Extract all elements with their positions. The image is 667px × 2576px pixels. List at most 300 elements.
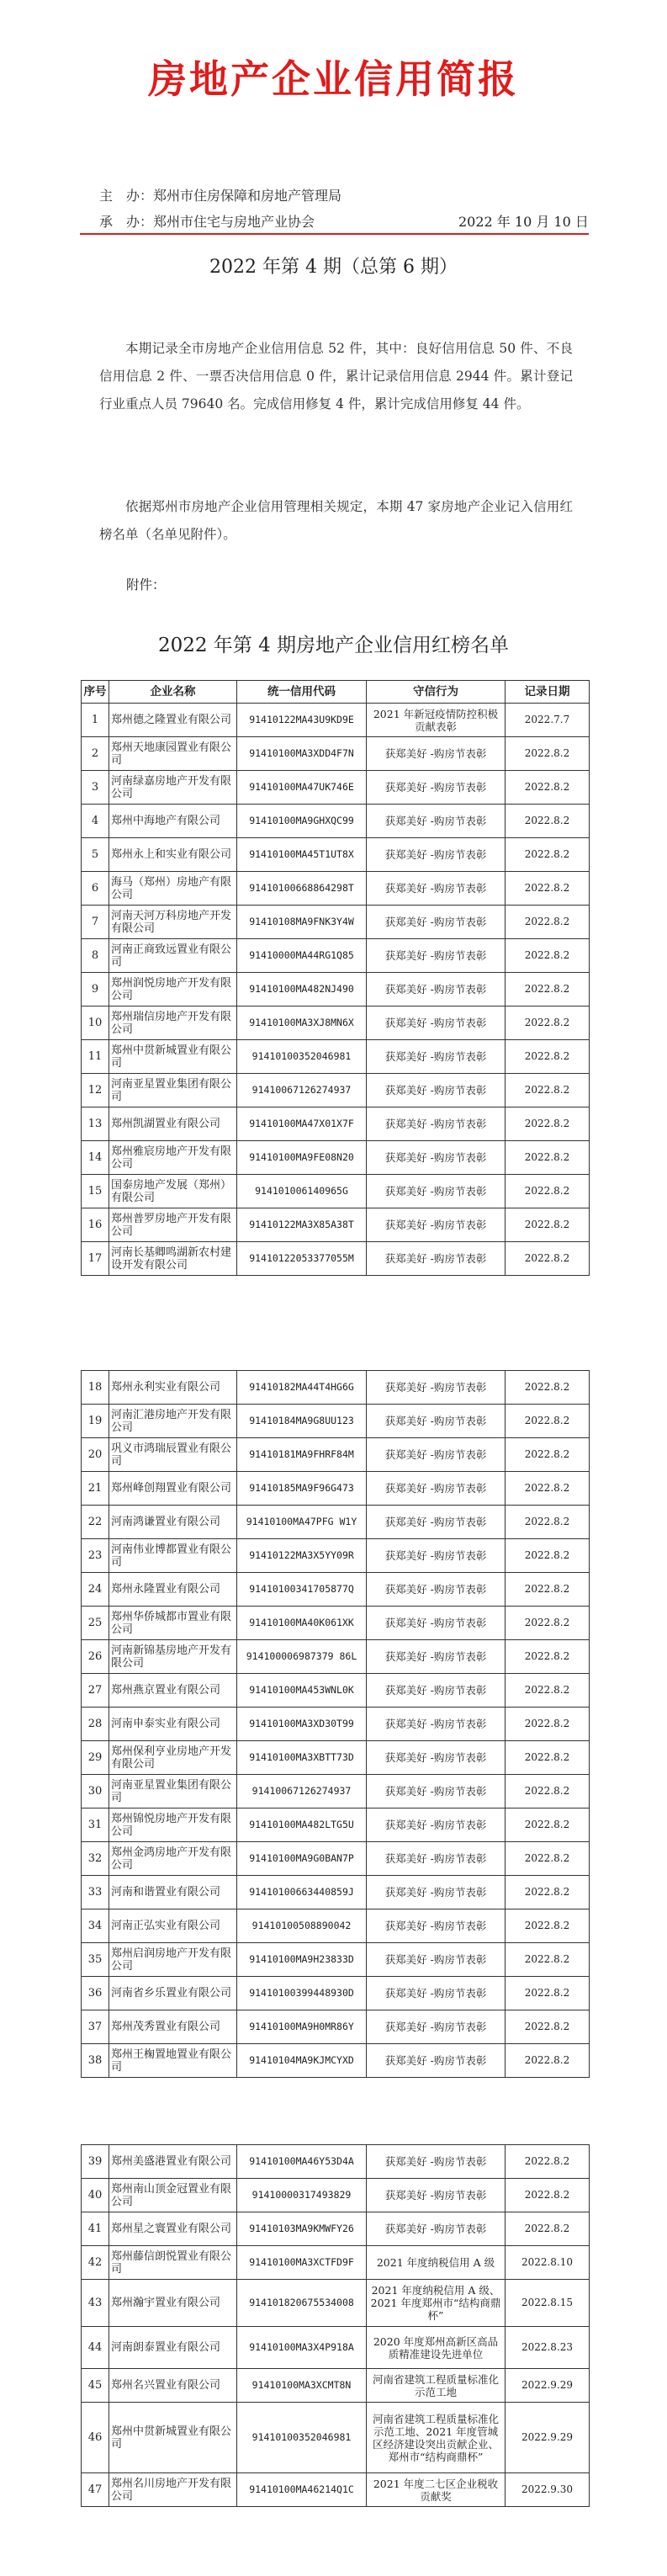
row-number: 30 — [82, 1775, 109, 1809]
table-row — [82, 1607, 590, 1640]
credit-behavior: 获郑美好 -购房节表彰 — [367, 1141, 506, 1175]
credit-behavior: 获郑美好 -购房节表彰 — [367, 872, 506, 906]
row-number: 21 — [82, 1472, 109, 1506]
credit-behavior: 获郑美好 -购房节表彰 — [367, 1242, 506, 1276]
credit-code: 914101006140965G — [237, 1175, 367, 1208]
record-date: 2022.8.2 — [506, 1708, 590, 1741]
credit-code: 91410182MA44T4HG6G — [237, 1371, 367, 1405]
row-number: 18 — [82, 1371, 109, 1405]
credit-code: 91410100MA47UK746E — [237, 771, 367, 805]
company-name: 郑州润悦房地产开发有限公司 — [109, 973, 237, 1006]
credit-code: 91410100399448930D — [237, 1977, 367, 2010]
credit-code: 91410100MA3XJ8MN6X — [237, 1006, 367, 1040]
record-date: 2022.8.2 — [506, 1775, 590, 1809]
attachment-label: 附件： — [126, 577, 166, 592]
credit-behavior: 获郑美好 -购房节表彰 — [367, 1438, 506, 1472]
record-date: 2022.8.2 — [506, 737, 590, 771]
row-number: 39 — [82, 2145, 109, 2179]
company-name: 郑州茂秀置业有限公司 — [109, 2010, 237, 2044]
table-row — [82, 2403, 590, 2473]
table-row — [82, 1175, 590, 1208]
credit-behavior: 2021 年新冠疫情防控积极贡献表彰 — [367, 704, 506, 737]
row-number: 12 — [82, 1074, 109, 1107]
record-date: 2022.7.7 — [506, 704, 590, 737]
record-date: 2022.9.29 — [506, 2369, 590, 2403]
credit-behavior: 获郑美好 -购房节表彰 — [367, 1573, 506, 1607]
credit-code: 91410100MA40K061XK — [237, 1607, 367, 1640]
row-number: 17 — [82, 1242, 109, 1276]
company-name: 郑州华侨城都市置业有限公司 — [109, 1607, 237, 1640]
column-header: 统一信用代码 — [237, 681, 367, 704]
credit-behavior: 获郑美好 -购房节表彰 — [367, 2145, 506, 2179]
credit-code: 91410067126274937 — [237, 1775, 367, 1809]
credit-code: 91410122MA3X85A38T — [237, 1208, 367, 1242]
table-row — [82, 1674, 590, 1708]
company-name: 郑州名川房地产开发有限公司 — [109, 2473, 237, 2507]
credit-code: 91410100MA46Y53D4A — [237, 2145, 367, 2179]
company-name: 郑州永利实业有限公司 — [109, 1371, 237, 1405]
record-date: 2022.8.2 — [506, 1074, 590, 1107]
record-date: 2022.8.2 — [506, 2145, 590, 2179]
row-number: 44 — [82, 2327, 109, 2369]
table-row — [82, 1842, 590, 1876]
column-header: 记录日期 — [506, 681, 590, 704]
credit-behavior: 获郑美好 -购房节表彰 — [367, 838, 506, 872]
row-number: 11 — [82, 1040, 109, 1074]
table-row — [82, 973, 590, 1006]
table-row — [82, 1107, 590, 1141]
credit-code: 91410100MA9GHXQC99 — [237, 805, 367, 838]
record-date: 2022.8.2 — [506, 1371, 590, 1405]
table-title: 2022 年第 4 期房地产企业信用红榜名单 — [157, 635, 510, 656]
table-row — [82, 2327, 590, 2369]
table-row — [82, 2473, 590, 2507]
row-number: 32 — [82, 1842, 109, 1876]
row-number: 38 — [82, 2044, 109, 2078]
credit-code: 91410122MA43U9KD9E — [237, 704, 367, 737]
company-name: 郑州藤信朗悦置业有限公司 — [109, 2246, 237, 2280]
credit-code: 91410100MA3XDD4F7N — [237, 737, 367, 771]
company-name: 河南长基卿鸣湖新农村建设开发有限公司 — [109, 1242, 237, 1276]
credit-code: 91410100352046981 — [237, 2403, 367, 2473]
column-header: 守信行为 — [367, 681, 506, 704]
company-name: 河南朗泰置业有限公司 — [109, 2327, 237, 2369]
column-header: 序号 — [82, 681, 109, 704]
row-number: 3 — [82, 771, 109, 805]
company-name: 河南绿嘉房地产开发有限公司 — [109, 771, 237, 805]
issue-number: 2022 年第 4 期（总第 6 期） — [209, 257, 458, 278]
credit-behavior: 获郑美好 -购房节表彰 — [367, 1208, 506, 1242]
credit-code: 91410100668864298T — [237, 872, 367, 906]
credit-code: 914101820675534008 — [237, 2280, 367, 2327]
table-row — [82, 1977, 590, 2010]
credit-code: 91410067126274937 — [237, 1074, 367, 1107]
company-name: 郑州永上和实业有限公司 — [109, 838, 237, 872]
credit-behavior: 2020 年度郑州高新区高品质精准建设先进单位 — [367, 2327, 506, 2369]
table-row — [82, 1438, 590, 1472]
record-date: 2022.8.2 — [506, 1175, 590, 1208]
row-number: 41 — [82, 2212, 109, 2246]
company-name: 郑州燕京置业有限公司 — [109, 1674, 237, 1708]
company-name: 海马（郑州）房地产有限公司 — [109, 872, 237, 906]
record-date: 2022.8.2 — [506, 805, 590, 838]
table-row — [82, 2145, 590, 2179]
table-row — [82, 2179, 590, 2212]
company-name: 河南正商致远置业有限公司 — [109, 939, 237, 973]
row-number: 20 — [82, 1438, 109, 1472]
record-date: 2022.8.2 — [506, 1242, 590, 1276]
row-number: 42 — [82, 2246, 109, 2280]
credit-code: 91410100352046981 — [237, 1040, 367, 1074]
credit-code: 91410100MA47PFG W1Y — [237, 1506, 367, 1539]
table-row — [82, 1775, 590, 1809]
credit-code: 91410100MA3XBTT73D — [237, 1741, 367, 1775]
row-number: 10 — [82, 1006, 109, 1040]
credit-behavior: 获郑美好 -购房节表彰 — [367, 1539, 506, 1573]
row-number: 43 — [82, 2280, 109, 2327]
credit-behavior: 获郑美好 -购房节表彰 — [367, 2044, 506, 2078]
credit-behavior: 获郑美好 -购房节表彰 — [367, 805, 506, 838]
row-number: 9 — [82, 973, 109, 1006]
row-number: 7 — [82, 906, 109, 939]
credit-behavior: 获郑美好 -购房节表彰 — [367, 1842, 506, 1876]
summary-paragraph: 本期记录全市房地产企业信用信息 52 件，其中：良好信用信息 50 件、不良信用信息 2 件、一票否决信用信息 0 件，累计记录信用信息 2944 件。累计登记行业重点人员 79640 名。完成信用修复 4 件，累计完成信用修复 44 件。 — [99, 341, 573, 412]
credit-code: 91410181MA9FHRF84M — [237, 1438, 367, 1472]
company-name: 郑州天地康园置业有限公司 — [109, 737, 237, 771]
company-name: 郑州星之寰置业有限公司 — [109, 2212, 237, 2246]
credit-code: 91410100MA3X4P918A — [237, 2327, 367, 2369]
table-row — [82, 1909, 590, 1943]
credit-behavior: 获郑美好 -购房节表彰 — [367, 1074, 506, 1107]
record-date: 2022.8.2 — [506, 1006, 590, 1040]
row-number: 29 — [82, 1741, 109, 1775]
credit-behavior: 获郑美好 -购房节表彰 — [367, 1943, 506, 1977]
table-row — [82, 1809, 590, 1842]
redlist-table-part-3 — [81, 2144, 590, 2507]
credit-code: 91410100341705877Q — [237, 1573, 367, 1607]
table-row — [82, 1943, 590, 1977]
record-date: 2022.8.2 — [506, 1208, 590, 1242]
row-number: 33 — [82, 1876, 109, 1909]
row-number: 13 — [82, 1107, 109, 1141]
company-name: 郑州保利亨业房地产开发有限公司 — [109, 1741, 237, 1775]
credit-code: 91410100MA9H23833D — [237, 1943, 367, 1977]
record-date: 2022.8.2 — [506, 1640, 590, 1674]
record-date: 2022.8.2 — [506, 1141, 590, 1175]
record-date: 2022.8.2 — [506, 973, 590, 1006]
credit-behavior: 获郑美好 -购房节表彰 — [367, 1909, 506, 1943]
credit-code: 91410000317493829 — [237, 2179, 367, 2212]
row-number: 22 — [82, 1506, 109, 1539]
redlist-table-part-2 — [81, 1370, 590, 2078]
credit-behavior: 获郑美好 -购房节表彰 — [367, 1371, 506, 1405]
credit-code: 91410184MA9G8UU123 — [237, 1405, 367, 1438]
row-number: 28 — [82, 1708, 109, 1741]
record-date: 2022.8.2 — [506, 1943, 590, 1977]
record-date: 2022.8.2 — [506, 939, 590, 973]
credit-code: 91410103MA9KMWFY26 — [237, 2212, 367, 2246]
row-number: 47 — [82, 2473, 109, 2507]
credit-behavior: 获郑美好 -购房节表彰 — [367, 1405, 506, 1438]
table-row — [82, 1876, 590, 1909]
record-date: 2022.8.2 — [506, 1506, 590, 1539]
organizer-value: 郑州市住宅与房地产业协会 — [153, 214, 315, 230]
credit-behavior: 获郑美好 -购房节表彰 — [367, 2179, 506, 2212]
company-name: 河南亚星置业集团有限公司 — [109, 1775, 237, 1809]
host-line — [99, 185, 341, 204]
header-divider — [80, 233, 589, 235]
credit-behavior: 获郑美好 -购房节表彰 — [367, 1107, 506, 1141]
table-row — [82, 1405, 590, 1438]
row-number: 45 — [82, 2369, 109, 2403]
credit-behavior: 河南省建筑工程质量标准化示范工地、2021 年度管城区经济建设突出贡献企业、郑州市“结构商鼎杯” — [367, 2403, 506, 2473]
table-row — [82, 2212, 590, 2246]
table-row — [82, 2369, 590, 2403]
record-date: 2022.8.2 — [506, 1876, 590, 1909]
credit-behavior: 获郑美好 -购房节表彰 — [367, 1674, 506, 1708]
credit-behavior: 河南省建筑工程质量标准化示范工地 — [367, 2369, 506, 2403]
credit-behavior: 获郑美好 -购房节表彰 — [367, 939, 506, 973]
record-date: 2022.8.2 — [506, 771, 590, 805]
record-date: 2022.8.2 — [506, 1438, 590, 1472]
row-number: 31 — [82, 1809, 109, 1842]
company-name: 郑州中贯新城置业有限公司 — [109, 1040, 237, 1074]
bulletin-title: 房地产企业信用简报 — [148, 56, 519, 102]
table-row — [82, 2010, 590, 2044]
table-row — [82, 704, 590, 737]
table-row — [82, 939, 590, 973]
record-date: 2022.8.2 — [506, 1472, 590, 1506]
credit-behavior: 获郑美好 -购房节表彰 — [367, 1472, 506, 1506]
company-name: 河南和谐置业有限公司 — [109, 1876, 237, 1909]
table-row — [82, 1708, 590, 1741]
column-header: 企业名称 — [109, 681, 237, 704]
row-number: 14 — [82, 1141, 109, 1175]
company-name: 郑州金鸿房地产开发有限公司 — [109, 1842, 237, 1876]
credit-behavior: 获郑美好 -购房节表彰 — [367, 1708, 506, 1741]
credit-code: 91410100MA9G0BAN7P — [237, 1842, 367, 1876]
record-date: 2022.8.2 — [506, 2212, 590, 2246]
row-number: 46 — [82, 2403, 109, 2473]
credit-code: 91410108MA9FNK3Y4W — [237, 906, 367, 939]
record-date: 2022.8.2 — [506, 1809, 590, 1842]
credit-behavior: 获郑美好 -购房节表彰 — [367, 1741, 506, 1775]
record-date: 2022.8.2 — [506, 1977, 590, 2010]
row-number: 19 — [82, 1405, 109, 1438]
company-name: 郑州美盛港置业有限公司 — [109, 2145, 237, 2179]
company-name: 郑州瑞信房地产开发有限公司 — [109, 1006, 237, 1040]
company-name: 郑州启润房地产开发有限公司 — [109, 1943, 237, 1977]
policy-paragraph: 依据郑州市房地产企业信用管理相关规定，本期 47 家房地产企业记入信用红榜名单（名单见附件）。 — [99, 499, 573, 542]
record-date: 2022.8.10 — [506, 2246, 590, 2280]
company-name: 河南正弘实业有限公司 — [109, 1909, 237, 1943]
row-number: 36 — [82, 1977, 109, 2010]
host-value: 郑州市住房保障和房地产管理局 — [153, 188, 342, 204]
record-date: 2022.8.2 — [506, 1107, 590, 1141]
organizer-line — [99, 211, 315, 231]
credit-code: 91410100MA482LTG5U — [237, 1809, 367, 1842]
company-name: 郑州瀚宇置业有限公司 — [109, 2280, 237, 2327]
credit-behavior: 获郑美好 -购房节表彰 — [367, 973, 506, 1006]
row-number: 24 — [82, 1573, 109, 1607]
table-row — [82, 872, 590, 906]
row-number: 40 — [82, 2179, 109, 2212]
credit-behavior: 获郑美好 -购房节表彰 — [367, 1040, 506, 1074]
row-number: 8 — [82, 939, 109, 973]
issue-date: 2022 年 10 月 10 日 — [458, 214, 589, 230]
credit-code: 91410100MA3XCMT8N — [237, 2369, 367, 2403]
row-number: 37 — [82, 2010, 109, 2044]
record-date: 2022.8.2 — [506, 2044, 590, 2078]
company-name: 郑州王椈置地置业有限公司 — [109, 2044, 237, 2078]
organizer-label: 承 办： — [99, 214, 154, 230]
credit-code: 91410185MA9F96G473 — [237, 1472, 367, 1506]
record-date: 2022.8.2 — [506, 1842, 590, 1876]
table-row — [82, 1242, 590, 1276]
record-date: 2022.8.2 — [506, 1674, 590, 1708]
row-number: 23 — [82, 1539, 109, 1573]
row-number: 6 — [82, 872, 109, 906]
company-name: 郑州中海地产有限公司 — [109, 805, 237, 838]
table-row — [82, 1741, 590, 1775]
table-row — [82, 771, 590, 805]
row-number: 25 — [82, 1607, 109, 1640]
credit-code: 91410100MA453WNL0K — [237, 1674, 367, 1708]
record-date: 2022.8.2 — [506, 1909, 590, 1943]
table-row — [82, 737, 590, 771]
table-row — [82, 1539, 590, 1573]
table-row — [82, 1074, 590, 1107]
credit-behavior: 2021 年度纳税信用 A 级 — [367, 2246, 506, 2280]
company-name: 郑州普罗房地产开发有限公司 — [109, 1208, 237, 1242]
credit-behavior: 获郑美好 -购房节表彰 — [367, 771, 506, 805]
credit-behavior: 获郑美好 -购房节表彰 — [367, 1506, 506, 1539]
company-name: 郑州永隆置业有限公司 — [109, 1573, 237, 1607]
row-number: 4 — [82, 805, 109, 838]
row-number: 16 — [82, 1208, 109, 1242]
row-number: 35 — [82, 1943, 109, 1977]
record-date: 2022.9.29 — [506, 2403, 590, 2473]
credit-code: 91410100MA46214Q1C — [237, 2473, 367, 2507]
credit-behavior: 获郑美好 -购房节表彰 — [367, 1640, 506, 1674]
company-name: 河南伟业博都置业有限公司 — [109, 1539, 237, 1573]
redlist-table-part-1 — [81, 680, 590, 1276]
credit-behavior: 获郑美好 -购房节表彰 — [367, 1775, 506, 1809]
company-name: 郑州雅宸房地产开发有限公司 — [109, 1141, 237, 1175]
record-date: 2022.8.2 — [506, 1405, 590, 1438]
credit-behavior: 获郑美好 -购房节表彰 — [367, 1006, 506, 1040]
record-date: 2022.8.2 — [506, 1741, 590, 1775]
credit-code: 91410122MA3X5YY09R — [237, 1539, 367, 1573]
credit-code: 91410104MA9KJMCYXD — [237, 2044, 367, 2078]
credit-code: 91410100508890042 — [237, 1909, 367, 1943]
record-date: 2022.8.2 — [506, 906, 590, 939]
credit-code: 91410100MA482NJ490 — [237, 973, 367, 1006]
credit-code: 91410100MA47X01X7F — [237, 1107, 367, 1141]
host-label: 主 办： — [99, 188, 154, 204]
table-header-row — [82, 681, 590, 704]
credit-code: 91410100663440859J — [237, 1876, 367, 1909]
credit-code: 91410100MA3XD30T99 — [237, 1708, 367, 1741]
table-row — [82, 1040, 590, 1074]
record-date: 2022.8.15 — [506, 2280, 590, 2327]
table-row — [82, 2280, 590, 2327]
row-number: 5 — [82, 838, 109, 872]
company-name: 河南汇港房地产开发有限公司 — [109, 1405, 237, 1438]
table-row — [82, 1141, 590, 1175]
credit-code: 91410100MA45T1UT8X — [237, 838, 367, 872]
row-number: 1 — [82, 704, 109, 737]
credit-behavior: 获郑美好 -购房节表彰 — [367, 1809, 506, 1842]
row-number: 27 — [82, 1674, 109, 1708]
company-name: 郑州峰创翔置业有限公司 — [109, 1472, 237, 1506]
credit-code: 91410100MA9FE08N20 — [237, 1141, 367, 1175]
company-name: 郑州德之隆置业有限公司 — [109, 704, 237, 737]
company-name: 郑州凯湖置业有限公司 — [109, 1107, 237, 1141]
record-date: 2022.8.2 — [506, 1040, 590, 1074]
credit-behavior: 2021 年度纳税信用 A 级、2021 年度郑州市“结构商鼎杯” — [367, 2280, 506, 2327]
table-row — [82, 1472, 590, 1506]
credit-behavior: 获郑美好 -购房节表彰 — [367, 1607, 506, 1640]
credit-code: 91410100MA3XCTFD9F — [237, 2246, 367, 2280]
table-row — [82, 1640, 590, 1674]
credit-code: 91410100MA9H0MR86Y — [237, 2010, 367, 2044]
record-date: 2022.8.2 — [506, 1607, 590, 1640]
credit-behavior: 获郑美好 -购房节表彰 — [367, 737, 506, 771]
table-row — [82, 1371, 590, 1405]
credit-code: 914100006987379 86L — [237, 1640, 367, 1674]
row-number: 2 — [82, 737, 109, 771]
credit-behavior: 2021 年度二七区企业税收贡献奖 — [367, 2473, 506, 2507]
company-name: 郑州中贯新城置业有限公司 — [109, 2403, 237, 2473]
table-row — [82, 838, 590, 872]
record-date: 2022.8.2 — [506, 872, 590, 906]
row-number: 26 — [82, 1640, 109, 1674]
credit-behavior: 获郑美好 -购房节表彰 — [367, 1977, 506, 2010]
company-name: 巩义市鸿瑞辰置业有限公司 — [109, 1438, 237, 1472]
credit-behavior: 获郑美好 -购房节表彰 — [367, 906, 506, 939]
company-name: 郑州锦悦房地产开发有限公司 — [109, 1809, 237, 1842]
row-number: 15 — [82, 1175, 109, 1208]
record-date: 2022.8.23 — [506, 2327, 590, 2369]
table-row — [82, 2246, 590, 2280]
company-name: 河南天河万科房地产开发有限公司 — [109, 906, 237, 939]
company-name: 郑州南山顶金冠置业有限公司 — [109, 2179, 237, 2212]
record-date: 2022.8.2 — [506, 2179, 590, 2212]
record-date: 2022.8.2 — [506, 838, 590, 872]
row-number: 34 — [82, 1909, 109, 1943]
table-row — [82, 1006, 590, 1040]
company-name: 国泰房地产发展（郑州）有限公司 — [109, 1175, 237, 1208]
table-row — [82, 2044, 590, 2078]
credit-code: 91410122053377055M — [237, 1242, 367, 1276]
table-row — [82, 906, 590, 939]
record-date: 2022.8.2 — [506, 1539, 590, 1573]
table-row — [82, 1573, 590, 1607]
table-row — [82, 1506, 590, 1539]
credit-behavior: 获郑美好 -购房节表彰 — [367, 1876, 506, 1909]
company-name: 河南申泰实业有限公司 — [109, 1708, 237, 1741]
credit-code: 91410000MA44RG1Q85 — [237, 939, 367, 973]
company-name: 郑州名兴置业有限公司 — [109, 2369, 237, 2403]
company-name: 河南省乡乐置业有限公司 — [109, 1977, 237, 2010]
record-date: 2022.8.2 — [506, 1573, 590, 1607]
credit-behavior: 获郑美好 -购房节表彰 — [367, 2010, 506, 2044]
table-row — [82, 1208, 590, 1242]
company-name: 河南鸿谦置业有限公司 — [109, 1506, 237, 1539]
record-date: 2022.8.2 — [506, 2010, 590, 2044]
company-name: 河南亚星置业集团有限公司 — [109, 1074, 237, 1107]
